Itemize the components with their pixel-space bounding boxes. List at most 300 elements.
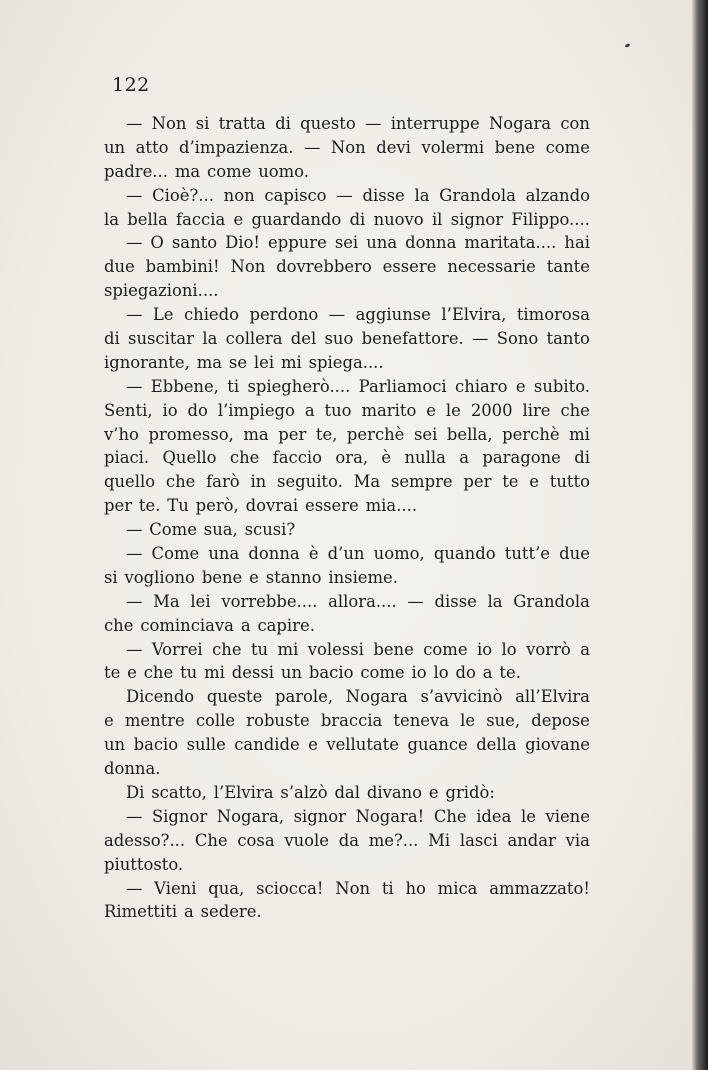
word: che [560,400,590,420]
word: due [559,544,590,564]
word: — [407,591,424,611]
word: e [249,567,259,587]
word: lo [433,663,449,683]
word: idea [476,806,512,826]
word: a [304,400,315,420]
word: ho [405,878,426,898]
word: come [545,137,590,157]
word: — [126,591,143,611]
word: per [104,496,133,516]
word: gridò: [445,782,495,802]
word: divano [366,782,423,802]
word: il [431,209,443,229]
word: donna [248,544,300,564]
word: spiegherò.... [247,376,351,396]
word: insieme. [328,567,398,587]
word: a [580,639,590,659]
word: io [476,639,493,659]
word: a [459,448,469,468]
word: Nogara [488,114,552,133]
word: io [411,663,427,683]
word: maritata.... [464,233,557,253]
word: bene [373,639,414,659]
word: scatto, [151,782,207,802]
text-line [104,136,590,160]
word: Ebbene, [150,376,219,396]
word: non [223,185,255,205]
word: come [360,663,405,683]
word: teneva [393,711,449,731]
word: Vieni [154,878,197,898]
word: disse [362,185,405,205]
text-line [104,853,590,877]
word: te [104,663,121,683]
word: lei [253,352,275,372]
word: cominciava [140,615,234,635]
word: come [207,161,252,181]
word: Non [335,878,371,898]
word: capisco [264,185,327,205]
word: santo [171,233,218,253]
word: per [463,472,492,492]
word: bene [494,137,536,157]
word: sei [413,424,438,444]
word: la [487,591,503,611]
text-line [104,518,590,542]
word: essere [382,257,437,277]
word: dovrai [245,496,299,516]
word: d’impazienza. [178,137,294,157]
word: sciocca! [256,878,324,898]
word: ignorante, [104,352,190,372]
word: te. [138,496,161,516]
word: in [250,472,267,492]
word: vorrò [526,639,571,659]
word: dal [334,782,360,802]
text-line [104,112,590,136]
text-line [104,470,590,494]
word: te, [315,424,338,444]
word: v’ho [104,424,139,444]
word: Non [230,257,266,277]
word: uomo, [373,544,425,564]
word: — [126,544,143,564]
word: braccia [320,711,383,731]
word: ma [196,352,223,372]
word: te. [499,663,521,683]
word: aggiunse [355,305,431,325]
word: ti [227,376,240,396]
word: te [502,472,519,492]
word: e [308,735,318,755]
word: Che [194,830,228,850]
word: marito [361,400,417,420]
word: Tu [167,496,189,516]
word: hai [564,233,590,253]
word: un [104,137,126,157]
word: che [104,615,134,635]
text-line [104,685,590,709]
word: vorrebbe.... [221,591,318,611]
word: e [104,711,114,731]
word: perdono [249,305,319,325]
word: lei [190,591,211,611]
word: mia.... [365,496,418,516]
word: — [126,233,143,253]
word: Dio! [225,233,260,253]
word: mi [569,424,590,444]
word: perchè [346,424,405,444]
word: perchè [502,424,560,444]
word: le [445,400,461,420]
text-line [104,255,590,279]
word: l’Elvira [213,782,274,802]
word: atto [135,137,169,157]
word: a [482,663,493,683]
word: faccio [272,448,323,468]
word: — [328,305,346,325]
word: bacio [133,735,179,755]
word: spiegazioni.... [104,281,219,301]
word: mentre [124,711,185,731]
text-line [104,877,590,901]
word: robuste [246,711,310,731]
word: Come [151,544,200,564]
word: vuole [284,830,329,850]
text-line [104,494,590,518]
word: chiaro [455,376,508,396]
word: per [278,424,307,444]
word: Signor [151,806,208,826]
word: parole, [274,687,334,707]
word: Dicendo [126,687,195,707]
word: chiedo [183,305,239,325]
word: ammazzato! [489,878,590,898]
word: O [150,233,164,253]
word: bella, [446,424,493,444]
word: però, [195,496,239,516]
word: Grandola [439,185,516,205]
word: ma [174,161,201,181]
word: tuo [324,400,352,420]
word: Grandola [513,591,590,611]
word: donna. [104,759,161,779]
text-line [104,327,590,351]
word: tutto [549,472,590,492]
text-line [104,231,590,255]
word: do [187,400,208,420]
word: che [143,663,174,683]
word: sedere. [200,902,262,922]
word: ora, [335,448,369,468]
word: e [428,782,439,802]
word: me?... [368,830,419,850]
word: l’Elvira, [441,305,507,325]
text-line [104,542,590,566]
word: — [304,137,321,157]
word: sei [334,233,359,253]
word: — [126,376,143,396]
word: che [165,472,196,492]
word: Filippo.... [511,209,590,229]
word: Parliamoci [358,376,447,396]
word: adesso?... [104,830,186,850]
word: Sono [496,329,539,349]
page-number: 122 [112,74,150,96]
word: di [275,114,291,133]
word: lo [501,639,517,659]
word: vogliono [124,567,195,587]
word: timorosa [516,305,590,325]
word: collera [225,329,283,349]
word: piaci. [104,448,150,468]
word: lasci [459,830,498,850]
word: dovrebbero [276,257,372,277]
word: come [423,639,468,659]
word: si [104,567,118,587]
word: l’impiego [217,400,295,420]
text-line [104,446,590,470]
word: dessi [231,663,275,683]
word: — [126,520,143,540]
text-line [104,661,590,685]
text-line [104,208,590,232]
word: do [455,663,476,683]
word: sempre [390,472,453,492]
word: Quello [162,448,217,468]
word: e [426,400,436,420]
word: Cioè?... [152,185,214,205]
text-line [104,638,590,662]
word: Nogara, [216,806,285,826]
word: lire [522,400,551,420]
word: io [162,400,178,420]
text-line [104,590,590,614]
word: Come [149,520,197,540]
text-line [104,829,590,853]
word: signor [293,806,347,826]
word: della [476,735,517,755]
word: — [472,329,489,349]
word: — [126,806,143,826]
word: alzando [525,185,590,205]
word: s’alzò [280,782,328,802]
text-line [104,614,590,638]
word: Non [151,114,187,133]
word: qua, [208,878,245,898]
word: scusi? [244,520,296,540]
word: capire. [257,615,315,635]
word: via [565,830,590,850]
text-line [104,423,590,447]
word: paragone [482,448,561,468]
word: volessi [307,639,364,659]
word: bene [201,567,243,587]
word: — [126,185,143,205]
word: la [202,329,218,349]
word: allora.... [328,591,397,611]
word: viene [545,806,590,826]
word: mi [280,352,302,372]
word: è [381,448,392,468]
text-line [104,184,590,208]
word: ti [381,878,394,898]
word: le [520,806,536,826]
word: di [574,448,590,468]
word: subito. [533,376,590,396]
word: seguito. [277,472,343,492]
text-block [104,112,590,924]
word: Rimettiti [104,902,178,922]
word: le [460,711,476,731]
word: guance [407,735,468,755]
word: del [290,329,317,349]
text-line [104,303,590,327]
word: quello [104,472,156,492]
word: spiega.... [308,352,384,372]
word: di [104,329,120,349]
word: volermi [421,137,485,157]
text-line [104,566,590,590]
word: suo [324,329,354,349]
word: faccia [176,209,226,229]
word: con [560,114,590,133]
word: due [104,257,135,277]
text-line [104,733,590,757]
word: promesso, [148,424,234,444]
word: a [240,615,251,635]
word: tu [180,663,198,683]
word: d’un [327,544,365,564]
word: stanno [265,567,322,587]
word: andar [507,830,556,850]
word: piuttosto. [104,854,184,874]
word: Di [126,782,145,802]
word: che [212,639,242,659]
word: all’Elvira [515,687,590,707]
word: e [529,472,539,492]
text-line [104,781,590,805]
word: è [308,544,319,564]
word: tutt’e [504,544,550,564]
text-line [104,709,590,733]
word: cosa [237,830,275,850]
word: uomo. [258,161,309,181]
word: Non [330,137,366,157]
word: e [127,663,137,683]
word: che [229,448,260,468]
word: Mi [428,830,451,850]
word: depose [531,711,590,731]
word: si [195,114,210,133]
word: Ma [353,472,381,492]
word: quando [433,544,496,564]
book-spine-shadow [692,0,708,1070]
word: nuovo [373,209,424,229]
word: un [280,663,303,683]
word: suscitar [128,329,195,349]
word: — [126,305,143,325]
word: Senti, [104,400,153,420]
word: bella [127,209,168,229]
word: mi [277,639,299,659]
word: Nogara [345,687,408,707]
word: 2000 [470,400,513,420]
word: eppure [268,233,327,253]
word: — [126,639,143,659]
word: s’avvicinò [420,687,503,707]
word: essere [305,496,359,516]
text-line [104,900,590,924]
word: bacio [308,663,354,683]
word: — [126,114,143,133]
text-line [104,375,590,399]
word: di [349,209,366,229]
word: nulla [404,448,446,468]
word: tante [546,257,590,277]
word: colle [195,711,236,731]
word: mi [204,663,225,683]
word: Che [433,806,467,826]
word: donna [405,233,457,253]
word: guardando [251,209,342,229]
word: tanto [546,329,590,349]
word: — [126,878,143,898]
word: se [228,352,248,372]
word: — [365,114,382,133]
text-line [104,805,590,829]
word: farò [206,472,240,492]
word: benefattore. [361,329,464,349]
word: padre... [104,161,168,181]
word: signor [450,209,504,229]
word: sue, [486,711,521,731]
word: a [183,902,194,922]
word: sua, [203,520,238,540]
word: Ma [153,591,180,611]
word: Nogara! [355,806,425,826]
word: devi [376,137,411,157]
word: interruppe [390,114,480,133]
ink-speck [625,43,631,48]
text-line [104,757,590,781]
text-line [104,279,590,303]
word: tu [250,639,269,659]
word: vellutate [326,735,399,755]
word: ma [243,424,269,444]
word: la [414,185,430,205]
word: candide [234,735,300,755]
word: giovane [525,735,590,755]
word: necessarie [447,257,536,277]
word: questo [300,114,356,133]
text-line [104,160,590,184]
text-line [104,399,590,423]
word: un [104,735,126,755]
word: una [208,544,240,564]
word: da [338,830,359,850]
word: sulle [186,735,226,755]
word: queste [206,687,263,707]
word: Vorrei [151,639,203,659]
text-line [104,351,590,375]
word: Le [152,305,174,325]
word: mica [437,878,478,898]
word: una [366,233,398,253]
word: — [336,185,353,205]
word: bambini! [145,257,220,277]
word: tratta [218,114,266,133]
